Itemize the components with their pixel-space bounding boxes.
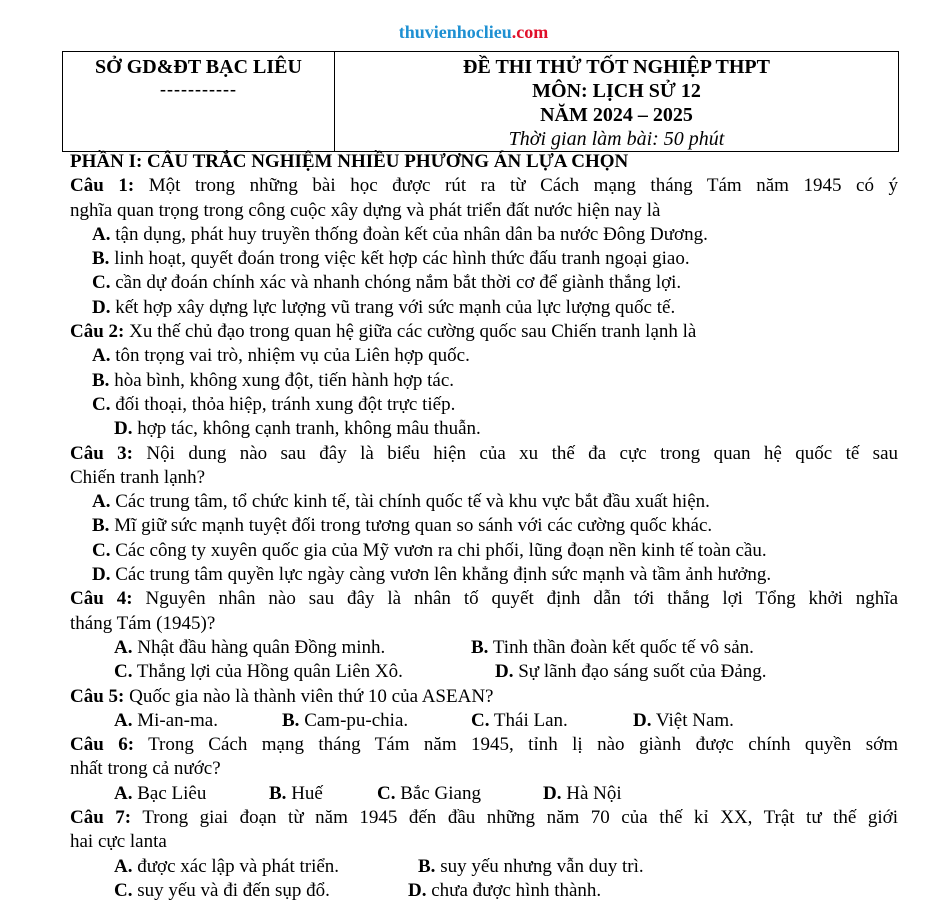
option-a bbox=[114, 709, 282, 733]
option-b bbox=[471, 636, 754, 660]
question-number: Câu 6: bbox=[70, 734, 135, 756]
watermark-name: thuvienhoclieu bbox=[398, 22, 512, 42]
option-d bbox=[70, 563, 898, 587]
option-key: D. bbox=[633, 709, 652, 731]
question-number: Câu 4: bbox=[70, 588, 133, 610]
option-text: Bắc Giang bbox=[400, 782, 481, 804]
option-text: Thái Lan. bbox=[493, 709, 568, 731]
options-row bbox=[70, 709, 898, 733]
option-text: Việt Nam. bbox=[655, 709, 734, 731]
option-a bbox=[114, 636, 471, 660]
header-right-cell bbox=[335, 52, 899, 152]
question-1-stem-cont: nghĩa quan trọng trong công cuộc xây dựng và phát triển đất nước hiện nay là bbox=[70, 199, 661, 221]
options-row bbox=[70, 660, 898, 684]
option-a bbox=[114, 782, 269, 806]
option-text: Các trung tâm quyền lực ngày càng vươn lên khẳng định sức mạnh và tầm ảnh hưởng. bbox=[115, 564, 772, 586]
question-7-stem bbox=[70, 806, 898, 830]
option-key: A. bbox=[114, 855, 133, 877]
option-text: Các công ty xuyên quốc gia của Mỹ vươn ra chi phối, lũng đoạn nền kinh tế toàn cầu. bbox=[115, 539, 767, 561]
question-1-stem bbox=[70, 174, 898, 198]
option-key: C. bbox=[377, 782, 396, 804]
question-number: Câu 3: bbox=[70, 442, 134, 464]
option-c bbox=[70, 271, 898, 295]
department-name: SỞ GD&ĐT BẠC LIÊU bbox=[95, 56, 302, 78]
option-b bbox=[269, 782, 377, 806]
question-number: Câu 1: bbox=[70, 175, 135, 197]
option-key: D. bbox=[408, 879, 427, 901]
option-text: Hà Nội bbox=[566, 782, 622, 804]
question-6-stem-cont: nhất trong cả nước? bbox=[70, 758, 221, 780]
exam-duration: Thời gian làm bài: 50 phút bbox=[508, 128, 725, 150]
option-b bbox=[282, 709, 471, 733]
option-text: tôn trọng vai trò, nhiệm vụ của Liên hợp quốc. bbox=[115, 345, 470, 367]
option-text: linh hoạt, quyết đoán trong việc kết hợp các hình thức đấu tranh ngoại giao. bbox=[114, 248, 690, 270]
question-3-stem bbox=[70, 442, 898, 466]
header-left-cell bbox=[63, 52, 335, 152]
option-key: A. bbox=[92, 491, 111, 513]
option-key: B. bbox=[282, 709, 300, 731]
option-text: cần dự đoán chính xác và nhanh chóng nắm bắt thời cơ để giành thắng lợi. bbox=[115, 272, 682, 294]
option-key: D. bbox=[543, 782, 562, 804]
question-2-stem bbox=[70, 320, 898, 344]
option-key: D. bbox=[92, 296, 111, 318]
option-b bbox=[70, 369, 898, 393]
question-text: Trong Cách mạng tháng Tám năm 1945, tỉnh lị nào giành được chính quyền sớm bbox=[148, 734, 898, 756]
exam-year: NĂM 2024 – 2025 bbox=[540, 104, 693, 126]
question-text: Nội dung nào sau đây là biểu hiện của xu thế đa cực trong quan hệ quốc tế sau bbox=[146, 442, 899, 464]
option-text: Sự lãnh đạo sáng suốt của Đảng. bbox=[518, 661, 767, 683]
option-key: A. bbox=[92, 345, 111, 367]
watermark-domain: .com bbox=[511, 22, 549, 42]
question-number: Câu 7: bbox=[70, 807, 132, 829]
exam-content bbox=[70, 150, 898, 903]
option-text: Nhật đầu hàng quân Đồng minh. bbox=[137, 636, 386, 658]
option-text: Thắng lợi của Hồng quân Liên Xô. bbox=[136, 661, 403, 683]
option-key: B. bbox=[269, 782, 287, 804]
option-key: D. bbox=[92, 564, 111, 586]
question-text: Quốc gia nào là thành viên thứ 10 của ASEAN? bbox=[129, 685, 494, 707]
question-7-stem-cont: hai cực lanta bbox=[70, 831, 167, 853]
option-c bbox=[70, 393, 898, 417]
option-c bbox=[70, 539, 898, 563]
option-c bbox=[471, 709, 633, 733]
option-b bbox=[70, 514, 898, 538]
option-d bbox=[70, 296, 898, 320]
option-text: chưa được hình thành. bbox=[431, 879, 602, 901]
option-text: Huế bbox=[291, 782, 323, 804]
option-a bbox=[70, 490, 898, 514]
department-divider: ----------- bbox=[160, 79, 237, 99]
section-heading: PHẦN I: CÂU TRẮC NGHIỆM NHIỀU PHƯƠNG ÁN LỰA CHỌN bbox=[70, 151, 629, 172]
exam-title: ĐỀ THI THỬ TỐT NGHIỆP THPT bbox=[463, 56, 770, 78]
option-text: hòa bình, không xung đột, tiến hành hợp tác. bbox=[114, 369, 455, 391]
option-c bbox=[377, 782, 543, 806]
option-d bbox=[633, 709, 734, 733]
options-row bbox=[70, 855, 898, 879]
option-a bbox=[70, 223, 898, 247]
options-row bbox=[70, 782, 898, 806]
option-d bbox=[70, 417, 898, 441]
option-a bbox=[114, 855, 418, 879]
option-text: Mĩ giữ sức mạnh tuyệt đối trong tương quan so sánh với các cường quốc khác. bbox=[114, 515, 713, 537]
option-key: B. bbox=[92, 515, 110, 537]
option-text: Bạc Liêu bbox=[137, 782, 207, 804]
question-4-stem bbox=[70, 587, 898, 611]
option-text: kết hợp xây dựng lực lượng vũ trang với sức mạnh của lực lượng quốc tế. bbox=[115, 296, 676, 318]
question-text: Một trong những bài học được rút ra từ Cách mạng tháng Tám năm 1945 có ý bbox=[148, 175, 898, 197]
option-c bbox=[114, 660, 495, 684]
option-text: Mi-an-ma. bbox=[137, 709, 218, 731]
question-5-stem bbox=[70, 685, 898, 709]
exam-subject: MÔN: LỊCH SỬ 12 bbox=[532, 80, 701, 102]
question-number: Câu 2: bbox=[70, 321, 125, 343]
option-c bbox=[114, 879, 408, 903]
option-text: suy yếu và đi đến sụp đổ. bbox=[137, 879, 330, 901]
option-a bbox=[70, 344, 898, 368]
option-d bbox=[543, 782, 622, 806]
option-d bbox=[495, 660, 767, 684]
question-6-stem bbox=[70, 733, 898, 757]
option-key: C. bbox=[92, 272, 111, 294]
options-row bbox=[70, 636, 898, 660]
option-text: được xác lập và phát triển. bbox=[137, 855, 340, 877]
option-text: suy yếu nhưng vẫn duy trì. bbox=[440, 855, 644, 877]
option-b bbox=[70, 247, 898, 271]
option-b bbox=[418, 855, 644, 879]
option-key: B. bbox=[92, 369, 110, 391]
option-key: C. bbox=[92, 539, 111, 561]
option-key: B. bbox=[418, 855, 436, 877]
watermark bbox=[0, 20, 947, 44]
option-key: A. bbox=[114, 782, 133, 804]
option-text: hợp tác, không cạnh tranh, không mâu thuẫn. bbox=[137, 418, 481, 440]
option-key: B. bbox=[471, 636, 489, 658]
question-3-stem-cont: Chiến tranh lạnh? bbox=[70, 466, 206, 488]
question-text: Xu thế chủ đạo trong quan hệ giữa các cường quốc sau Chiến tranh lạnh là bbox=[129, 321, 697, 343]
option-text: Cam-pu-chia. bbox=[304, 709, 409, 731]
option-text: tận dụng, phát huy truyền thống đoàn kết của nhân dân ba nước Đông Dương. bbox=[115, 223, 708, 245]
option-text: Tinh thần đoàn kết quốc tế vô sản. bbox=[492, 636, 754, 658]
question-text: Trong giai đoạn từ năm 1945 đến đầu những năm 70 của thế kỉ XX, Trật tư thế giới bbox=[142, 807, 898, 829]
question-number: Câu 5: bbox=[70, 685, 125, 707]
option-key: A. bbox=[92, 223, 111, 245]
question-text: Nguyên nhân nào sau đây là nhân tố quyết định dẫn tới thắng lợi Tổng khởi nghĩa bbox=[145, 588, 899, 610]
option-key: B. bbox=[92, 248, 110, 270]
option-key: A. bbox=[114, 636, 133, 658]
option-key: D. bbox=[495, 661, 514, 683]
option-key: C. bbox=[114, 879, 133, 901]
option-text: Các trung tâm, tổ chức kinh tế, tài chính quốc tế và khu vực bắt đầu xuất hiện. bbox=[115, 491, 710, 513]
option-key: C. bbox=[471, 709, 490, 731]
question-4-stem-cont: tháng Tám (1945)? bbox=[70, 612, 216, 634]
option-d bbox=[408, 879, 601, 903]
options-row bbox=[70, 879, 898, 903]
option-key: C. bbox=[114, 661, 133, 683]
option-text: đối thoại, thỏa hiệp, tránh xung đột trực tiếp. bbox=[115, 393, 456, 415]
option-key: D. bbox=[114, 418, 133, 440]
option-key: A. bbox=[114, 709, 133, 731]
exam-header-table bbox=[62, 51, 899, 152]
option-key: C. bbox=[92, 393, 111, 415]
